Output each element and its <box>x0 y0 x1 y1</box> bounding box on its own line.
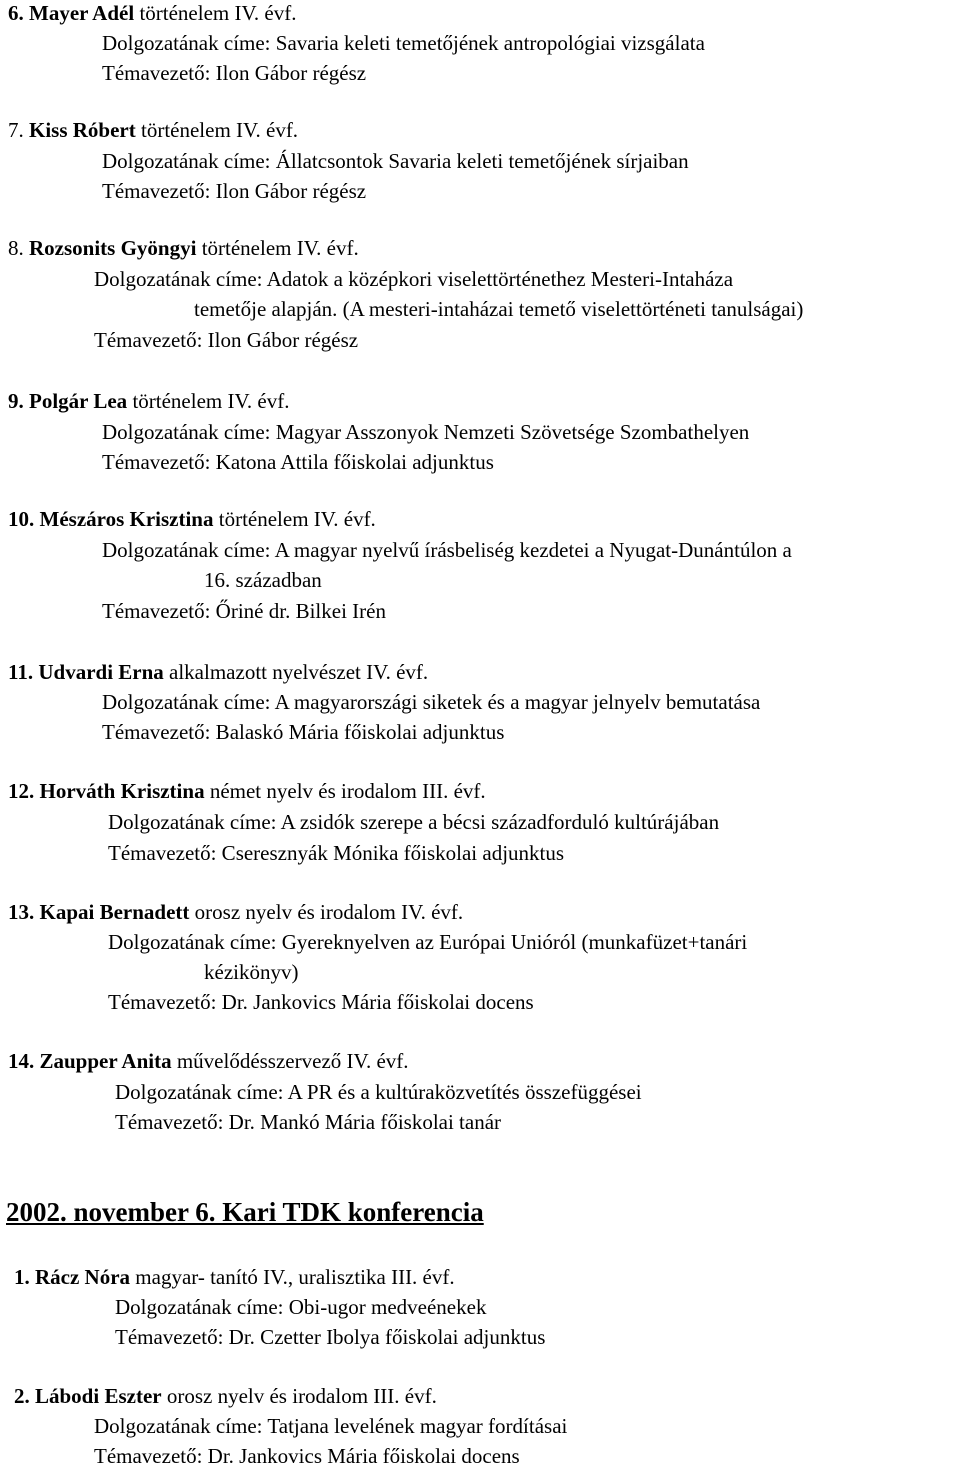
thesis-title-line: Dolgozatának címe: Obi-ugor medveénekek <box>115 1295 487 1319</box>
student-name: Udvardi Erna <box>38 660 164 684</box>
program: alkalmazott nyelvészet IV. évf. <box>169 660 429 684</box>
thesis-title-line: Dolgozatának címe: A magyarországi siketek és a magyar jelnyelv bemutatása <box>102 690 761 714</box>
program: magyar- tanító IV., uralisztika III. évf. <box>135 1265 455 1289</box>
program: orosz nyelv és irodalom III. évf. <box>166 1384 437 1408</box>
thesis-title-line: Dolgozatának címe: Tatjana levelének magyar fordításai <box>94 1414 568 1438</box>
thesis-title-line: temetője alapján. (A mesteri-intaházai temető viselettörténeti tanulságai) <box>194 297 804 321</box>
entry-number: 12. <box>8 779 35 803</box>
advisor: Témavezető: Katona Attila főiskolai adjunktus <box>102 450 494 474</box>
thesis-title-line: Dolgozatának címe: Savaria keleti temetőjének antropológiai vizsgálata <box>102 31 705 55</box>
entry-number: 11. <box>8 660 34 684</box>
entry-number: 6. <box>8 1 24 25</box>
student-name: Rácz Nóra <box>35 1265 131 1289</box>
advisor: Témavezető: Dr. Mankó Mária főiskolai tanár <box>115 1110 502 1134</box>
entry-number: 9. <box>8 389 24 413</box>
entry-header <box>8 504 376 534</box>
student-name: Mészáros Krisztina <box>39 507 214 531</box>
advisor: Témavezető: Dr. Czetter Ibolya főiskolai adjunktus <box>115 1325 546 1349</box>
advisor: Témavezető: Ilon Gábor régész <box>102 61 367 85</box>
advisor: Témavezető: Dr. Jankovics Mária főiskolai docens <box>108 990 534 1014</box>
program: művelődésszervező IV. évf. <box>176 1049 409 1073</box>
entry-header <box>8 233 359 263</box>
entry-number: 2. <box>14 1384 30 1408</box>
entry-header <box>8 897 463 927</box>
entry-number: 7. <box>8 118 24 142</box>
student-name: Mayer Adél <box>29 1 135 25</box>
student-name: Horváth Krisztina <box>39 779 205 803</box>
thesis-title-line: 16. században <box>204 568 322 592</box>
program: történelem IV. évf. <box>218 507 376 531</box>
entry-number: 10. <box>8 507 35 531</box>
entry-header <box>8 657 428 687</box>
advisor: Témavezető: Cseresznyák Mónika főiskolai adjunktus <box>108 841 565 865</box>
thesis-title-line: Dolgozatának címe: Magyar Asszonyok Nemzeti Szövetsége Szombathelyen <box>102 420 750 444</box>
student-name: Rozsonits Gyöngyi <box>29 236 197 260</box>
student-name: Zaupper Anita <box>39 1049 172 1073</box>
section-heading: 2002. november 6. Kari TDK konferencia <box>6 1197 484 1227</box>
entry-number: 13. <box>8 900 35 924</box>
program: történelem IV. évf. <box>201 236 359 260</box>
entry-header <box>14 1262 455 1292</box>
entry-header <box>14 1381 437 1411</box>
advisor: Témavezető: Ilon Gábor régész <box>102 179 367 203</box>
entry-number: 1. <box>14 1265 30 1289</box>
thesis-title-line: Dolgozatának címe: A PR és a kultúraközvetítés összefüggései <box>115 1080 642 1104</box>
student-name: Polgár Lea <box>29 389 128 413</box>
thesis-title-line: Dolgozatának címe: Gyereknyelven az Európai Unióról (munkafüzet+tanári <box>108 930 748 954</box>
thesis-title-line: Dolgozatának címe: Adatok a középkori viselettörténethez Mesteri-Intaháza <box>94 267 734 291</box>
program: orosz nyelv és irodalom IV. évf. <box>194 900 464 924</box>
thesis-title-line: Dolgozatának címe: A magyar nyelvű írásbeliség kezdetei a Nyugat-Dunántúlon a <box>102 538 792 562</box>
program: történelem IV. évf. <box>141 118 299 142</box>
advisor: Témavezető: Dr. Jankovics Mária főiskolai docens <box>94 1444 520 1468</box>
program: német nyelv és irodalom III. évf. <box>209 779 486 803</box>
thesis-title-line: Dolgozatának címe: Állatcsontok Savaria keleti temetőjének sírjaiban <box>102 149 689 173</box>
thesis-title-line: Dolgozatának címe: A zsidók szerepe a bécsi századforduló kultúrájában <box>108 810 720 834</box>
advisor: Témavezető: Ilon Gábor régész <box>94 328 359 352</box>
program: történelem IV. évf. <box>139 1 297 25</box>
entry-header <box>8 0 297 28</box>
entry-number: 14. <box>8 1049 35 1073</box>
advisor: Témavezető: Őriné dr. Bilkei Irén <box>102 599 386 623</box>
entry-header <box>8 386 290 416</box>
advisor: Témavezető: Balaskó Mária főiskolai adjunktus <box>102 720 505 744</box>
thesis-title-line: kézikönyv) <box>204 960 299 984</box>
program: történelem IV. évf. <box>132 389 290 413</box>
student-name: Lábodi Eszter <box>35 1384 162 1408</box>
entry-header <box>8 115 298 145</box>
student-name: Kapai Bernadett <box>39 900 190 924</box>
student-name: Kiss Róbert <box>29 118 136 142</box>
entry-number: 8. <box>8 236 24 260</box>
entry-header <box>8 1046 409 1076</box>
entry-header <box>8 776 486 806</box>
